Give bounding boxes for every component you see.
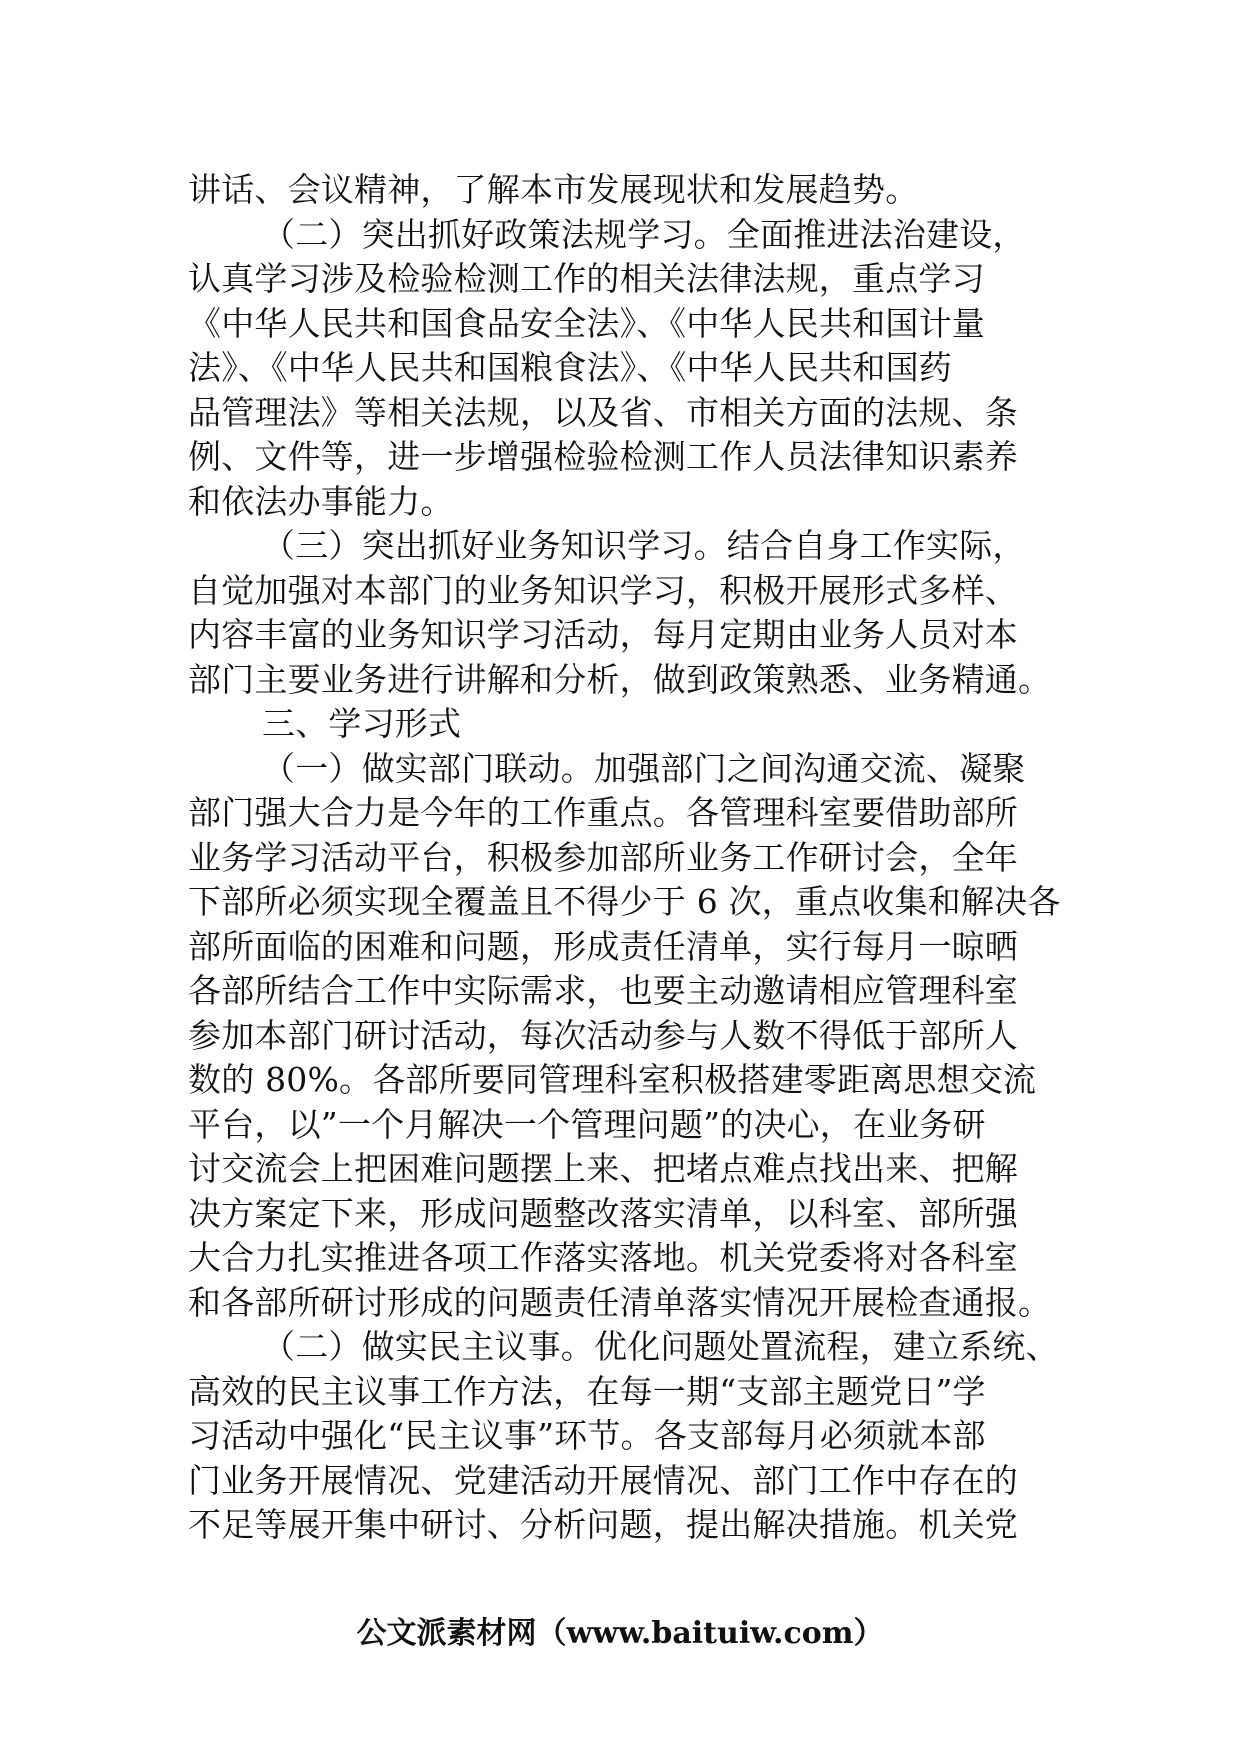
text-line: 数的 80%。各部所要同管理科室积极搭建零距离思想交流	[188, 1060, 1037, 1099]
text-line: 品管理法》等相关法规，以及省、市相关方面的法规、条	[188, 392, 1018, 432]
text-line: 内容丰富的业务知识学习活动，每月定期由业务人员对本	[188, 615, 1018, 654]
text-line: 参加本部门研讨活动，每次活动参与人数不得低于部所人	[188, 1015, 1018, 1055]
footer-watermark: 公文派素材网（www.baituiw.com）	[356, 1616, 884, 1651]
text-line: 部门主要业务进行讲解和分析，做到政策熟悉、业务精通。	[188, 659, 1052, 699]
text-line: 部所面临的困难和问题，形成责任清单，实行每月一晾晒	[188, 926, 1018, 966]
text-line: 讨交流会上把困难问题摆上来、把堵点难点找出来、把解	[188, 1149, 1018, 1188]
text-line: 门业务开展情况、党建活动开展情况、部门工作中存在的	[188, 1460, 1018, 1500]
text-line: 部门强大合力是今年的工作重点。各管理科室要借助部所	[188, 793, 1018, 832]
text-line: 大合力扎实推进各项工作落实落地。机关党委将对各科室	[188, 1238, 1018, 1277]
text-line: 决方案定下来，形成问题整改落实清单，以科室、部所强	[188, 1193, 1018, 1233]
text-line: 认真学习涉及检验检测工作的相关法律法规，重点学习	[188, 259, 985, 298]
text-line: 三、学习形式	[262, 704, 462, 743]
text-line: （一）做实部门联动。加强部门之间沟通交流、凝聚	[262, 748, 1026, 788]
text-line: 法》、《中华人民共和国粮食法》、《中华人民共和国药	[188, 348, 952, 387]
text-line: （三）突出抓好业务知识学习。结合自身工作实际，	[262, 526, 1026, 565]
text-line: 《中华人民共和国食品安全法》、《中华人民共和国计量	[188, 303, 985, 343]
text-line: 不足等展开集中研讨、分析问题，提出解决措施。机关党	[188, 1505, 1018, 1544]
text-line: （二）做实民主议事。优化问题处置流程，建立系统、	[262, 1327, 1059, 1366]
text-line: 高效的民主议事工作方法，在每一期“支部主题党日”学	[188, 1371, 986, 1411]
text-line: 下部所必须实现全覆盖且不得少于 6 次，重点收集和解决各	[188, 882, 1061, 921]
text-line: 讲话、会议精神，了解本市发展现状和发展趋势。	[188, 170, 919, 209]
document-body	[188, 168, 1068, 1548]
text-line: 平台，以”一个月解决一个管理问题”的决心，在业务研	[188, 1104, 986, 1144]
text-line: 和依法办事能力。	[188, 481, 454, 521]
text-line: 业务学习活动平台，积极参加部所业务工作研讨会，全年	[188, 837, 1018, 877]
text-line: 和各部所研讨形成的问题责任清单落实情况开展检查通报。	[188, 1282, 1052, 1322]
text-line: 习活动中强化“民主议事”环节。各支部每月必须就本部	[188, 1416, 986, 1455]
text-line: 各部所结合工作中实际需求，也要主动邀请相应管理科室	[188, 971, 1018, 1010]
text-line: 自觉加强对本部门的业务知识学习，积极开展形式多样、	[188, 570, 1018, 610]
text-line: （二）突出抓好政策法规学习。全面推进法治建设，	[262, 214, 1026, 254]
text-line: 例、文件等，进一步增强检验检测工作人员法律知识素养	[188, 437, 1018, 476]
